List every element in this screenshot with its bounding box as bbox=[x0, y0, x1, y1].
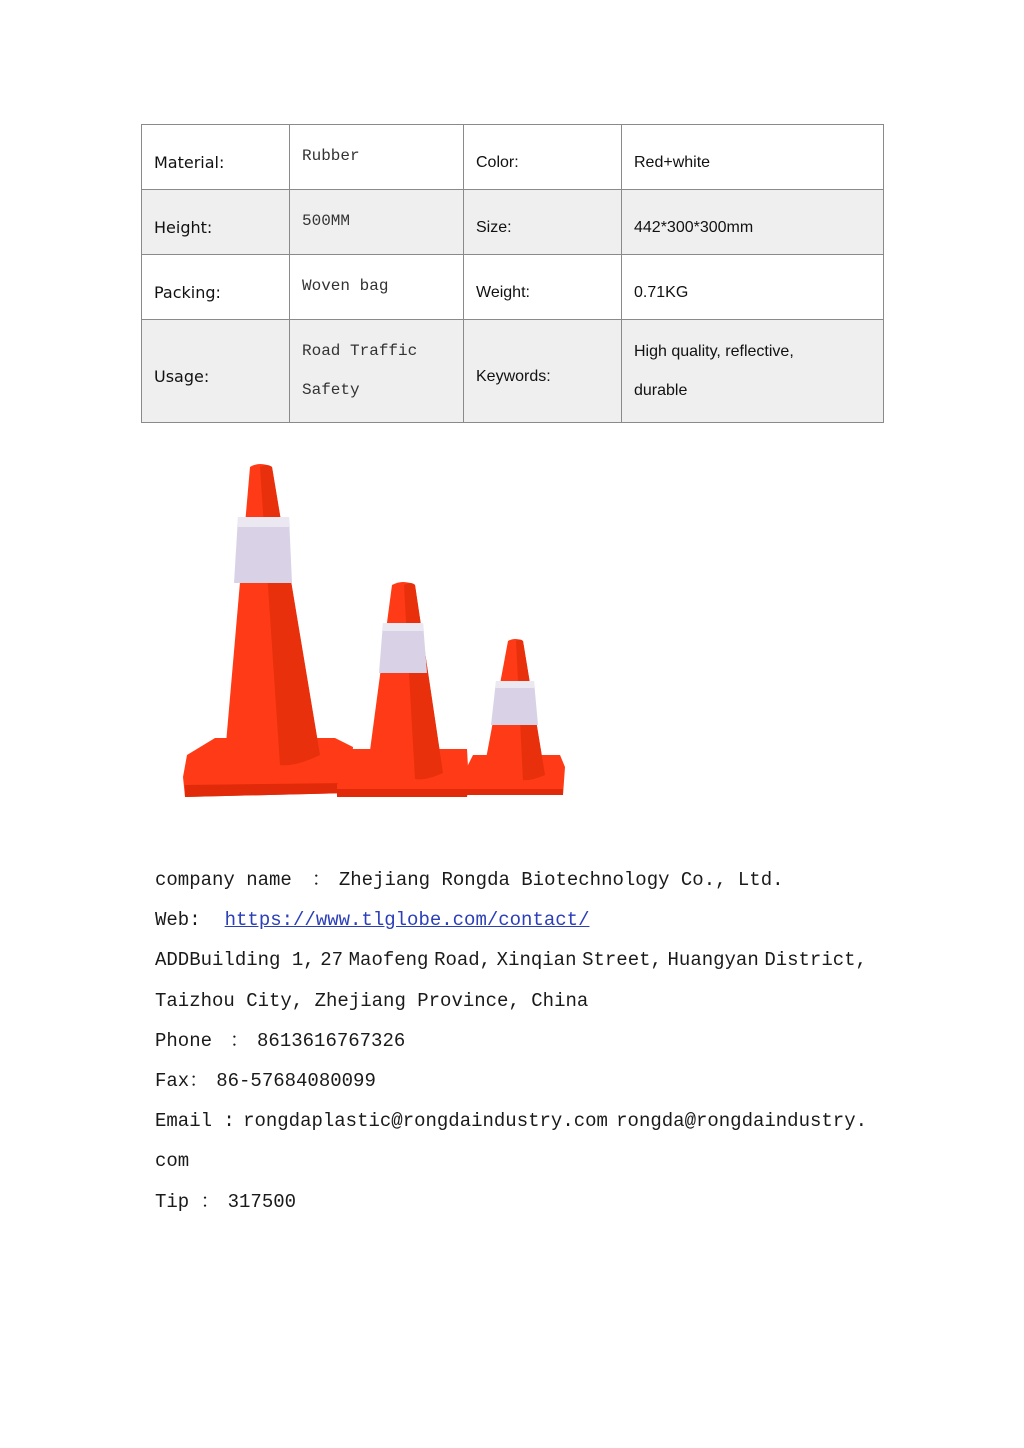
table-row bbox=[142, 320, 884, 423]
keywords-value-line2: durable bbox=[634, 382, 688, 399]
contact-block bbox=[155, 862, 875, 1224]
small-cone bbox=[467, 639, 565, 795]
traffic-cones-image bbox=[175, 455, 575, 805]
company-line bbox=[155, 862, 875, 902]
web-link[interactable]: https://www.tlglobe.com/contact/ bbox=[224, 909, 590, 932]
address-words bbox=[155, 942, 867, 978]
weight-value: 0.71KG bbox=[622, 255, 884, 320]
address-word: Huangyan bbox=[667, 949, 759, 972]
address-word: Xinqian bbox=[496, 949, 577, 972]
size-label: Size: bbox=[464, 190, 622, 255]
usage-value bbox=[290, 320, 464, 423]
email-address-1: rongdaplastic@rongdaindustry.com bbox=[243, 1110, 608, 1133]
material-label: Material: bbox=[142, 125, 290, 190]
tip-label: Tip ： bbox=[155, 1190, 220, 1213]
table-row bbox=[142, 190, 884, 255]
web-label: Web: bbox=[155, 909, 201, 932]
packing-label: Packing: bbox=[142, 255, 290, 320]
height-value: 500MM bbox=[290, 190, 464, 255]
email-label: Email : bbox=[155, 1110, 235, 1133]
phone-separator: ： bbox=[230, 1029, 250, 1052]
keywords-label: Keywords: bbox=[464, 320, 622, 423]
address-word: District, bbox=[764, 949, 867, 972]
table-row bbox=[142, 125, 884, 190]
address-word: Maofeng bbox=[348, 949, 429, 972]
tip-line bbox=[155, 1184, 875, 1224]
material-value: Rubber bbox=[290, 125, 464, 190]
address-word: Road, bbox=[434, 949, 492, 972]
email-words bbox=[155, 1103, 867, 1139]
spec-table bbox=[141, 124, 884, 423]
height-label: Height: bbox=[142, 190, 290, 255]
phone-line bbox=[155, 1023, 875, 1063]
company-label: company name bbox=[155, 869, 292, 891]
keywords-value bbox=[622, 320, 884, 423]
address-word: Building 1, bbox=[189, 949, 315, 972]
large-cone bbox=[183, 464, 353, 797]
email-address-2-part1: rongda@rongdaindustry. bbox=[616, 1110, 867, 1133]
weight-label: Weight: bbox=[464, 255, 622, 320]
address-line-2: Taizhou City, Zhejiang Province, China bbox=[155, 989, 589, 1012]
usage-value-line2: Safety bbox=[302, 381, 360, 399]
keywords-value-line1: High quality, reflective, bbox=[634, 343, 794, 360]
size-value: 442*300*300mm bbox=[622, 190, 884, 255]
email-line bbox=[155, 1103, 875, 1143]
address-label-first bbox=[155, 942, 315, 978]
table-row bbox=[142, 255, 884, 320]
color-value: Red+white bbox=[622, 125, 884, 190]
phone-value: 8613616767326 bbox=[257, 1029, 406, 1052]
usage-label: Usage: bbox=[142, 320, 290, 423]
email-continuation: com bbox=[155, 1150, 190, 1173]
address-word: 27 bbox=[320, 949, 344, 972]
packing-value: Woven bag bbox=[290, 255, 464, 320]
phone-label: Phone bbox=[155, 1029, 213, 1052]
web-line bbox=[155, 902, 875, 942]
color-label: Color: bbox=[464, 125, 622, 190]
fax-line bbox=[155, 1063, 875, 1103]
medium-cone bbox=[337, 582, 469, 797]
tip-value: 317500 bbox=[227, 1190, 297, 1213]
address-line-1 bbox=[155, 942, 875, 982]
address-word: Street, bbox=[582, 949, 662, 972]
company-value: Zhejiang Rongda Biotechnology Co., Ltd. bbox=[338, 869, 784, 891]
address-label: ADD bbox=[155, 949, 190, 972]
usage-value-line1: Road Traffic bbox=[302, 342, 418, 360]
company-separator: ： bbox=[311, 869, 331, 891]
fax-value: 86-57684080099 bbox=[216, 1069, 376, 1092]
fax-label: Fax： bbox=[155, 1069, 209, 1092]
